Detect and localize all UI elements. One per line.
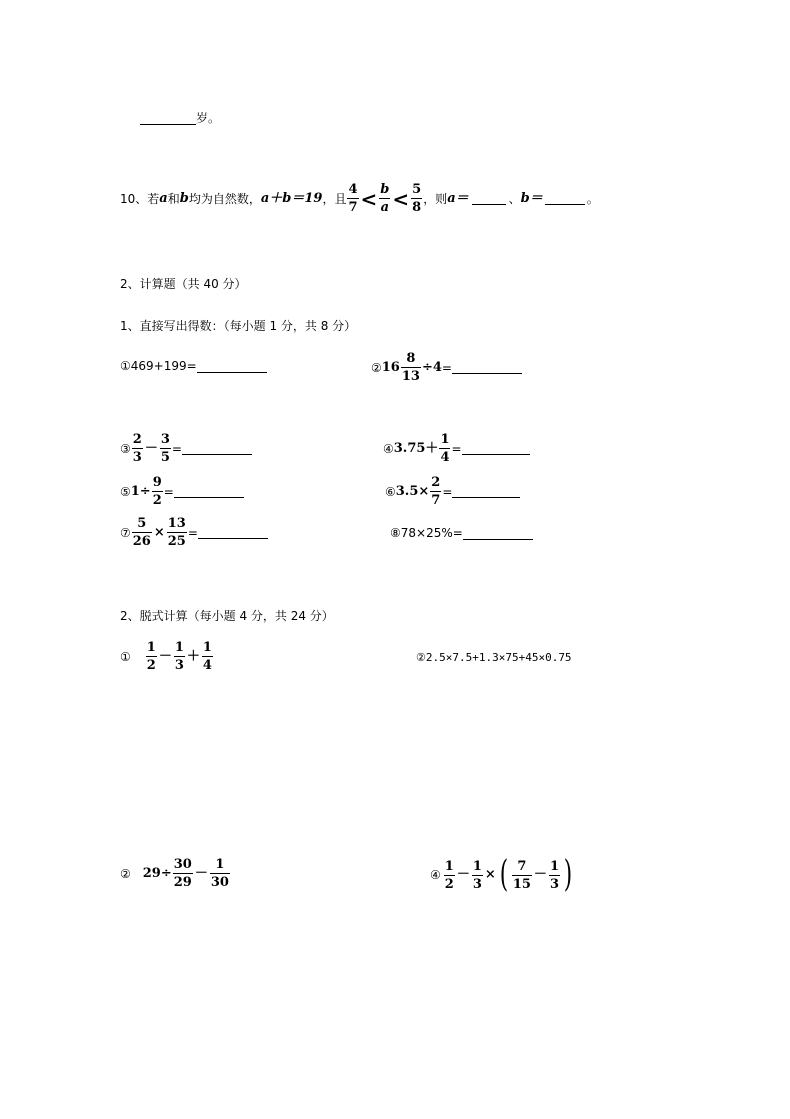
equals-sign: =	[451, 441, 462, 456]
minus-sign: －	[158, 648, 172, 664]
minus-sign: －	[533, 867, 547, 882]
calc-item-4-fraction-2: $\frac{1}{3}$	[472, 858, 482, 892]
plus-sign: ＋	[186, 648, 200, 664]
calc-item-1-fraction-3: $\frac{1}{4}$	[202, 640, 212, 673]
minus-sign: －	[456, 867, 470, 882]
item-5-label: ⑤	[120, 484, 131, 499]
item-3	[120, 432, 252, 465]
calc-item-3-label: ②	[120, 866, 131, 881]
item-4	[383, 432, 530, 465]
item-8	[390, 525, 533, 541]
calc-item-4-label: ④	[430, 868, 441, 882]
item-6-pre: 3.5×	[395, 483, 430, 499]
answer-blank-b[interactable]	[545, 192, 585, 205]
q10-a-eq: a＝	[447, 190, 469, 206]
calc-item-1-label: ①	[120, 649, 131, 664]
item-3-label: ③	[120, 441, 131, 456]
answer-blank[interactable]	[198, 526, 268, 539]
calc-item-4-fraction-3: $\frac{7}{15}$	[512, 858, 531, 892]
age-unit-text: 岁。	[196, 111, 221, 125]
q10-fraction-3: $\frac{5}{8}$	[412, 182, 422, 215]
item-2-label: ②	[371, 360, 382, 375]
part-2-title: 2、脱式计算（每小题 4 分，共 24 分）	[120, 609, 334, 623]
calc-item-3-fraction-2: $\frac{1}{30}$	[210, 857, 229, 890]
item-3-fraction-1: $\frac{2}{3}$	[132, 432, 142, 465]
item-6	[385, 475, 520, 508]
item-5-pre: 1÷	[130, 483, 151, 499]
item-6-label: ⑥	[385, 484, 396, 499]
item-4-fraction: $\frac{1}{4}$	[440, 432, 450, 465]
calc-item-4-fraction-4: $\frac{1}{3}$	[549, 858, 559, 892]
section-2-title: 2、计算题（共 40 分）	[120, 277, 247, 291]
item-7-label: ⑦	[120, 525, 131, 540]
calc-item-1	[120, 640, 214, 673]
item-1	[120, 358, 267, 374]
item-7	[120, 516, 268, 549]
answer-blank[interactable]	[182, 442, 252, 455]
question-10	[120, 182, 599, 215]
answer-blank[interactable]	[174, 485, 244, 498]
less-than-sign: <	[392, 186, 410, 211]
item-6-fraction: $\frac{2}{7}$	[431, 475, 441, 508]
equals-sign: =	[163, 484, 174, 499]
item-8-expr: ⑧78×25%=	[390, 526, 463, 540]
q10-sum-expr: a＋b＝19	[260, 190, 323, 206]
answer-blank-a[interactable]	[472, 192, 506, 205]
item-7-fraction-1: $\frac{5}{26}$	[132, 516, 151, 549]
right-parenthesis: )	[563, 854, 573, 895]
q10-end: 。	[586, 191, 599, 206]
age-answer-line	[140, 110, 220, 126]
equals-sign: =	[441, 360, 452, 375]
times-sign: ×	[153, 524, 165, 540]
answer-blank[interactable]	[140, 112, 196, 125]
q10-comma: 、	[508, 191, 521, 206]
times-sign: ×	[484, 867, 496, 882]
calc-item-4	[430, 854, 575, 895]
part-1-title: 1、直接写出得数：（每小题 1 分，共 8 分）	[120, 319, 357, 333]
q10-sep: ，且	[322, 191, 347, 206]
calc-item-3	[120, 857, 231, 890]
item-4-whole: 3.75＋	[393, 440, 439, 456]
item-2-whole: 16	[381, 359, 400, 375]
less-than-sign: <	[360, 186, 378, 211]
item-2-fraction: $\frac{8}{13}$	[401, 351, 420, 384]
q10-then: ，则	[423, 191, 448, 206]
q10-desc: 均为自然数，	[188, 191, 261, 206]
answer-blank[interactable]	[452, 361, 522, 374]
calc-item-1-fraction-1: $\frac{1}{2}$	[146, 640, 156, 673]
item-7-fraction-2: $\frac{13}{25}$	[167, 516, 186, 549]
answer-blank[interactable]	[462, 442, 530, 455]
item-4-label: ④	[383, 441, 394, 456]
minus-sign: －	[194, 865, 208, 881]
equals-sign: =	[187, 525, 198, 540]
item-2	[371, 351, 522, 384]
item-1-expr: ①469+199=	[120, 359, 197, 373]
answer-blank[interactable]	[463, 527, 533, 540]
minus-sign: －	[144, 440, 158, 456]
q10-and: 和	[167, 191, 180, 206]
calc-item-3-fraction-1: $\frac{30}{29}$	[173, 857, 192, 890]
item-5-fraction: $\frac{9}{2}$	[152, 475, 162, 508]
q10-number: 10、若	[120, 191, 160, 206]
equals-sign: =	[442, 484, 453, 499]
item-5	[120, 475, 244, 508]
left-parenthesis: (	[499, 854, 509, 895]
q10-b-eq: b＝	[520, 190, 543, 206]
calc-item-1-fraction-2: $\frac{1}{3}$	[174, 640, 184, 673]
answer-blank[interactable]	[452, 485, 520, 498]
item-2-rest: ÷4	[421, 359, 442, 375]
q10-var-a: a	[159, 190, 168, 206]
item-3-fraction-2: $\frac{3}{5}$	[160, 432, 170, 465]
equals-sign: =	[171, 441, 182, 456]
q10-fraction-1: $\frac{4}{7}$	[348, 182, 358, 215]
calc-item-2: ②2.5×7.5+1.3×75+45×0.75	[416, 651, 572, 664]
q10-var-b: b	[179, 190, 189, 206]
calc-item-3-pre: 29÷	[142, 865, 172, 881]
q10-fraction-2: $\frac{b}{a}$	[380, 182, 390, 215]
calc-item-4-fraction-1: $\frac{1}{2}$	[444, 858, 454, 892]
answer-blank[interactable]	[197, 360, 267, 373]
